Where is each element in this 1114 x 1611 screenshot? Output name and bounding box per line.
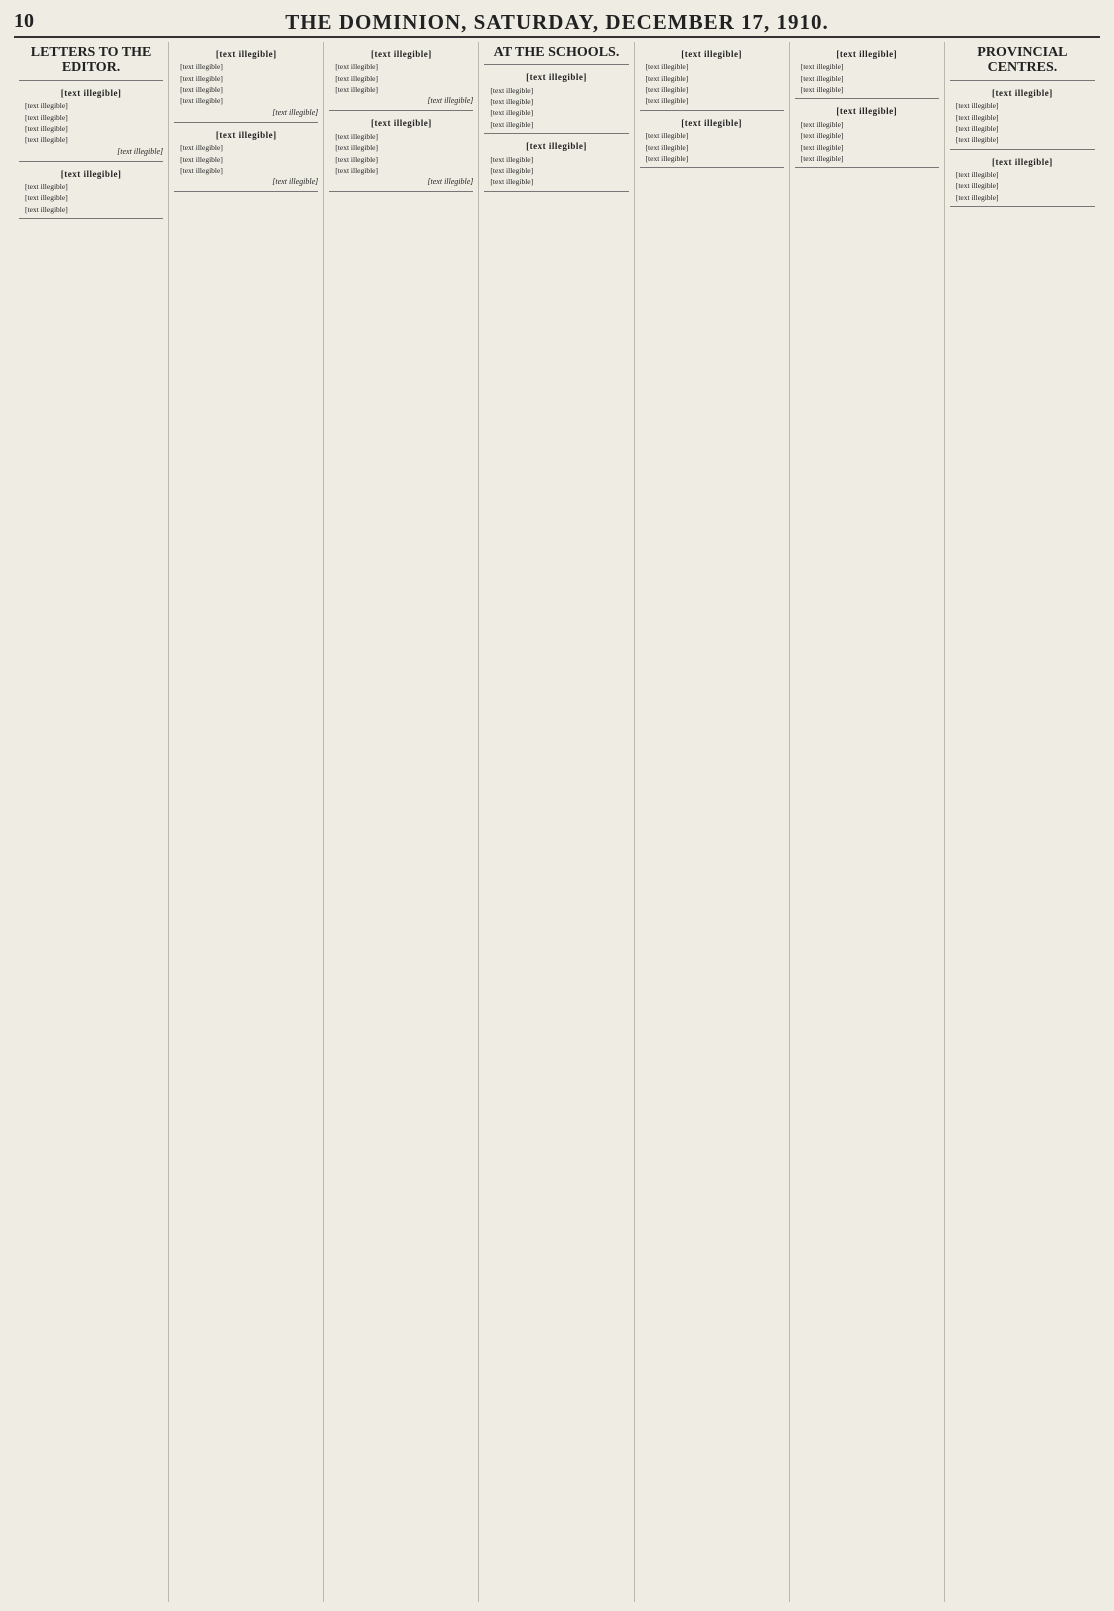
article-paragraph: [text illegible] <box>800 119 844 129</box>
article-subheading: [text illegible] <box>60 168 122 179</box>
section-rule <box>329 110 473 111</box>
heading-rule <box>950 80 1095 81</box>
article-paragraph: [text illegible] <box>335 165 378 175</box>
article-signature: [text illegible] <box>272 107 319 117</box>
article-paragraph: [text illegible] <box>490 97 534 107</box>
article-subheading: [text illegible] <box>992 87 1053 98</box>
article-paragraph: [text illegible] <box>955 181 999 191</box>
article-paragraph: [text illegible] <box>645 131 689 141</box>
article-paragraph: [text illegible] <box>645 142 689 152</box>
columns <box>14 42 1100 1602</box>
section-rule <box>484 191 628 192</box>
column-heading: LETTERS TO THE EDITOR. <box>30 45 152 76</box>
section-rule <box>640 167 784 168</box>
article-subheading: [text illegible] <box>992 156 1053 167</box>
section-rule <box>640 110 784 111</box>
article-paragraph: [text illegible] <box>800 62 844 72</box>
column-6 <box>790 42 945 1602</box>
column-heading: AT THE SCHOOLS. <box>493 45 620 60</box>
column-heading: PROVINCIAL CENTRES. <box>977 45 1068 76</box>
section-rule <box>950 149 1095 150</box>
masthead <box>14 8 1100 38</box>
article-paragraph: [text illegible] <box>180 154 223 164</box>
article-paragraph: [text illegible] <box>490 154 534 164</box>
article-paragraph: [text illegible] <box>490 177 534 187</box>
article-paragraph: [text illegible] <box>490 85 534 95</box>
article-paragraph: [text illegible] <box>335 143 378 153</box>
article-paragraph: [text illegible] <box>25 112 68 122</box>
article-paragraph: [text illegible] <box>25 123 68 133</box>
article-paragraph: [text illegible] <box>180 73 223 83</box>
article-paragraph: [text illegible] <box>490 108 534 118</box>
article-signature: [text illegible] <box>427 96 474 106</box>
article-paragraph: [text illegible] <box>335 73 378 83</box>
article-paragraph: [text illegible] <box>25 135 68 145</box>
section-rule <box>174 122 318 123</box>
article-paragraph: [text illegible] <box>645 153 689 163</box>
section-rule <box>950 206 1095 207</box>
article-paragraph: [text illegible] <box>335 131 378 141</box>
article-subheading: [text illegible] <box>215 49 277 59</box>
section-rule <box>484 133 628 134</box>
article-signature: [text illegible] <box>427 177 474 187</box>
article-paragraph: [text illegible] <box>490 119 534 129</box>
section-rule <box>19 161 163 162</box>
column-3 <box>324 42 479 1602</box>
column-1 <box>14 42 169 1602</box>
page-number: 10 <box>14 10 34 32</box>
column-5 <box>635 42 790 1602</box>
article-paragraph: [text illegible] <box>490 165 534 175</box>
article-paragraph: [text illegible] <box>955 101 999 111</box>
section-rule <box>19 218 163 219</box>
article-paragraph: [text illegible] <box>645 96 689 106</box>
article-paragraph: [text illegible] <box>800 131 844 141</box>
article-paragraph: [text illegible] <box>25 204 68 214</box>
article-subheading: [text illegible] <box>526 141 587 152</box>
section-rule <box>795 167 939 168</box>
section-rule <box>174 191 318 192</box>
article-signature: [text illegible] <box>117 146 164 156</box>
article-paragraph: [text illegible] <box>180 96 223 106</box>
article-paragraph: [text illegible] <box>955 112 999 122</box>
article-paragraph: [text illegible] <box>25 101 68 111</box>
article-subheading: [text illegible] <box>681 117 742 128</box>
article-subheading: [text illegible] <box>526 72 587 83</box>
newspaper-title: THE DOMINION, SATURDAY, DECEMBER 17, 1910. <box>285 10 829 34</box>
article-paragraph: [text illegible] <box>955 169 999 179</box>
article-paragraph: [text illegible] <box>955 135 999 145</box>
column-4 <box>479 42 634 1602</box>
article-subheading: [text illegible] <box>215 129 277 140</box>
article-paragraph: [text illegible] <box>180 62 223 72</box>
article-paragraph: [text illegible] <box>800 153 844 163</box>
article-paragraph: [text illegible] <box>645 73 689 83</box>
article-subheading: [text illegible] <box>370 118 432 129</box>
article-paragraph: [text illegible] <box>180 165 223 175</box>
article-subheading: [text illegible] <box>836 106 898 117</box>
article-paragraph: [text illegible] <box>335 85 378 95</box>
article-paragraph: [text illegible] <box>180 85 223 95</box>
article-paragraph: [text illegible] <box>800 73 844 83</box>
column-2 <box>169 42 324 1602</box>
article-paragraph: [text illegible] <box>25 193 68 203</box>
article-paragraph: [text illegible] <box>25 181 68 191</box>
column-7 <box>945 42 1100 1602</box>
article-subheading: [text illegible] <box>681 49 742 59</box>
article-subheading: [text illegible] <box>370 49 432 59</box>
article-paragraph: [text illegible] <box>955 192 999 202</box>
article-paragraph: [text illegible] <box>335 154 378 164</box>
heading-rule <box>484 64 628 65</box>
heading-rule <box>19 80 163 81</box>
article-paragraph: [text illegible] <box>645 85 689 95</box>
article-subheading: [text illegible] <box>60 87 122 98</box>
article-paragraph: [text illegible] <box>645 62 689 72</box>
section-rule <box>795 98 939 99</box>
article-subheading: [text illegible] <box>836 49 898 59</box>
article-paragraph: [text illegible] <box>800 142 844 152</box>
article-signature: [text illegible] <box>272 177 319 187</box>
article-paragraph: [text illegible] <box>955 123 999 133</box>
article-paragraph: [text illegible] <box>180 143 223 153</box>
section-rule <box>329 191 473 192</box>
article-paragraph: [text illegible] <box>335 62 378 72</box>
article-paragraph: [text illegible] <box>800 85 844 95</box>
